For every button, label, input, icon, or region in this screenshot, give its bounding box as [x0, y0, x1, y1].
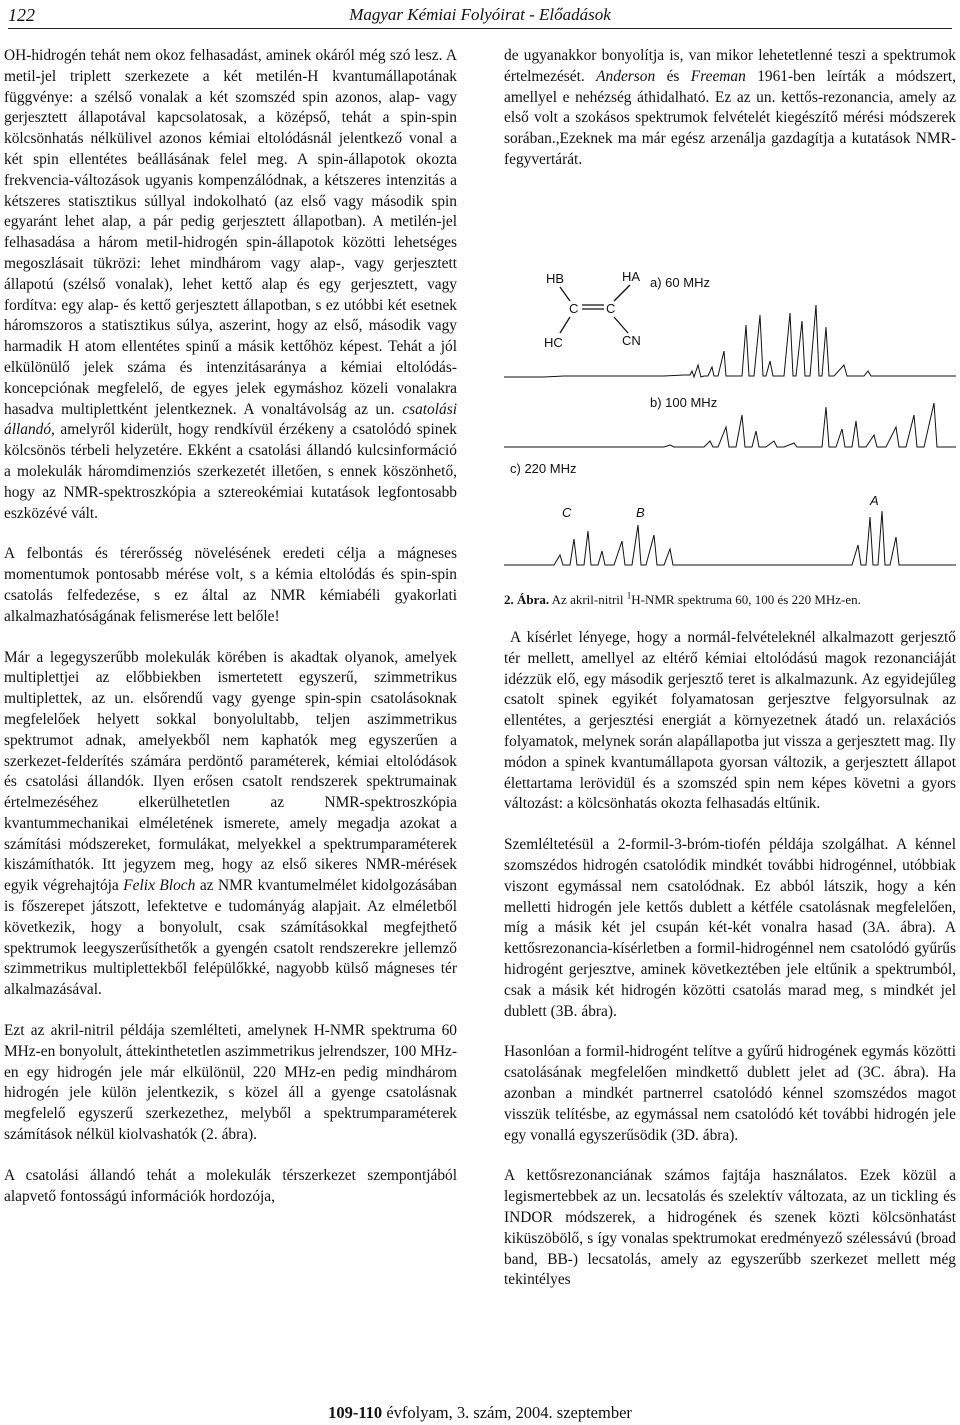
- paragraph: A kísérlet lényege, hogy a normál-felvételeknél alkalmazott gerjesztő tér mellett, amellyel az eltérő kémiai eltolódású magok rezonanciáját idézzük elő, egy második gerjesztő teret is alkalmazunk. Az egyidejűleg csatolt spinek egyikét folyamatosan gerjesztve felgyorsulnak az ellentétes, a gerjesztési energiát a környezetnek átadó un. relaxációs folyamatok, melynek során alapállapotba jut vissza a gerjesztett mag. Ily módon a spinek kvantumállapota gyorsan változik, a gerjesztett állapot élettartama lerövidül és a szomszéd spin nem képes követni a gyors változást: a kölcsönhatás okozta felhasadás eltűnik.: [504, 629, 956, 813]
- volume-number: 109-110: [328, 1403, 383, 1422]
- paragraph: de ugyanakkor bonyolítja is, van mikor lehetetlenné teszi a spektrumok értelmezését. Anderson és Freeman 1961-ben leírták a módszert, amellyel e nehézség áthidalható. Ez az un. kettős-rezonancia, amely az első volt a szokásos spektrumok felvételét kiegészítő mérési módszerek sorában.,Ezeknek ma már egész arzenálja gazdagítja a kutatások NMR-fegyvertárát.: [504, 47, 956, 168]
- page-footer: [0, 1403, 960, 1423]
- left-column: [4, 46, 457, 1227]
- page-header: [8, 4, 952, 29]
- issue-info: évfolyam, 3. szám, 2004. szeptember: [382, 1403, 632, 1422]
- paragraph: OH-hidrogén tehát nem okoz felhasadást, aminek okáról még szó lesz. A metil-jel triplett szerkezete a két metilén-H kvantumállapotának függvénye: a szélső vonalak a két szomszéd spin azonos, alap- vagy gerjesztett állapotával kapcsolatosak, a középső, tehát a spin-spin kölcsönhatás nélkülivel azonos kémiai eltolódásnál jelentkező vonal a két spin ellentétes beállásának felel meg. A spin-állapotok okozta frekvencia-változások ugyanis kompenzálódnak, a kétszeres intenzitás a kétszeres statisztikus súllyal indokolható (az első vagy második spin egyaránt lehet alap, a pár pedig gerjesztett állapotban). A metilén-jel felhasadása a három metil-hidrogén spin-állapotok közötti lehetséges megoszlásait tükrözi: lehet mindhárom vagy alap-, vagy gerjesztett állapotú (szélső vonalak), lehet kettő alap és egy gerjesztett, vagy fordítva: egy alap- és kettő gerjesztett állapotban, s ez utóbbi két esetnek háromszoros a statisztikus súlya, aszerint, hogy az első, második vagy harmadik H atom ellentétes spinű a másik kettőhöz képest. Tehát a jól elkülönülő jelek száma és intenzitásaránya a kémiai eltolódás-koncepciónak megfelelő, de egyes jelek egymáshoz közeli vonalakra hasadva multiplettként jelentkeznek. A vonaltávolság az un. csatolási állandó, amelyről kiderült, hogy rendkívül érzékeny a csatolódó spinek kölcsönös térbeli helyzetére. Ekként a csatolási állandó kulcsinformáció a molekulák háromdimenziós szerkezetét illetően, s ennek köszönhető, hogy az NMR-spektroszkópia a sztereokémiai kutatások legfontosabb eszközévé vált.: [4, 47, 457, 522]
- label-b-100mhz: b) 100 MHz: [650, 395, 718, 410]
- peak-label-b: B: [636, 505, 645, 520]
- right-column-bottom: [504, 628, 956, 1311]
- paragraph: A felbontás és térerősség növelésének eredeti célja a mágneses momentumok pontosabb mérése volt, s a kémia eltolódás és spin-spin csatolás felfedezése, s ez által az NMR kémiabéli gyakorlati alkalmazhatóságának felismerése lett belőle!: [4, 545, 457, 625]
- label-hc: HC: [544, 335, 563, 350]
- paragraph: A kettősrezonanciának számos fajtája használatos. Ezek közül a legismertebbek az un. lecsatolás és szelektív változata, az un tickling és INDOR módszerek, a hidrogének és szenek közti kölcsönhatást kiküszöbölő, s így vonalas spektrumokat eredményező szélessávú (broad band, BB-) lecsatolás, amely az egyszerűbb szerkezet mellett még tekintélyes: [504, 1167, 956, 1289]
- paragraph: Már a legegyszerűbb molekulák körében is akadtak olyanok, amelyek multiplettjei az előbbiekben ismertetett egyszerű, szimmetrikus multiplettek, az un. elsőrendű vagy gyenge spin-spin csatolásoknak megfelelőek helyett sokkal bonyolultabb, teljen aszimmetrikus spektrumot adnak, amelyekből nem kaphatók meg egyszerűen a szerkezet-felderítés számára perdöntő paraméterek, kémiai eltolódások és csatolási állandók. Ilyen erősen csatolt rendszerek spektrumainak értelmezéséhez elkerülhetetlen az NMR-spektroszkópia kvantummechanikai elméletének ismerete, amely megadja azokat a számítási módszereket, formulákat, melyekkel a spektrumparaméterek kiszámíthatók. Itt jegyzem meg, hogy az első sikeres NMR-mérések egyik végrehajtója Felix Bloch az NMR kvantumelmélet kidolgozásában is főszerepet játszott, lefektetve e tudományág alapjait. Az elméletből következik, hogy a bonyolult, csak számításokkal megfejthető spektrumok leegyszerűsíthetők a gyengén csatolt rendszerekre jellemző szimmetrikus multiplettekből felépülőkké, nagyobb külső mágneses tér alkalmazásával.: [4, 648, 457, 999]
- figure-caption: 2. Ábra. Az akril-nitril $^1$H-NMR spektruma 60, 100 és 220 MHz-en.: [504, 590, 861, 607]
- page-number: 122: [8, 5, 35, 25]
- peak-label-a: A: [870, 493, 879, 508]
- label-ha: HA: [622, 269, 641, 284]
- journal-title: Magyar Kémiai Folyóirat - Előadások: [349, 5, 611, 24]
- label-c-220mhz: c) 220 MHz: [510, 461, 577, 476]
- nmr-spectrum-figure: [504, 255, 956, 590]
- right-column-top: [504, 46, 956, 191]
- peak-label-c: C: [562, 505, 572, 520]
- paragraph: Ezt az akril-nitril példája szemlélteti, amelynek H-NMR spektruma 60 MHz-en bonyolult, áttekinthetetlen aszimmetrikus jelrendszer, 100 MHz-en egy hidrogén jele már elkülönül, 220 MHz-en pedig mindhárom hidrogén jele külön jelentkezik, s közel áll a gyenge csatolásnak megfelelő egyszerű szerkezethez, melyből a spektrumparaméterek számítások nélkül kiolvashatók (2. ábra).: [4, 1022, 457, 1144]
- label-a-60mhz: a) 60 MHz: [650, 275, 710, 290]
- label-hb: HB: [546, 271, 565, 286]
- spectrum-trace-100mhz: [504, 403, 956, 447]
- paragraph: Hasonlóan a formil-hidrogént telítve a gyűrű hidrogének egymás közötti csatolásának megfelelően mindkettő dublett jelet ad (3C. ábra). Ha azonban a mindkét partnerrel csatolódó kénnel szomszédos magot visszük telítésbe, az egymással nem csatolódó két további hidrogén jele egy vonallá egyszerűsödik (3D. ábra).: [504, 1043, 956, 1144]
- spectrum-trace-220mhz: [504, 511, 956, 565]
- paragraph: Szemléltetésül a 2-formil-3-bróm-tiofén példája szolgálhat. A kénnel szomszédos hidrogén csatolódik mindkét további hidrogénnel, utóbbiak viszont egymással nem csatolódnak. Ez abból látszik, hogy a kén melletti hidrogén jele kettős dublett a kétféle csatolásnak megfelelően, míg a másik két jel csupán két-két vonalra hasad (3A. ábra). A kettősrezonancia-kísérletben a formil-hidrogénnel nem csatolódó gyűrűs hidrogént gerjesztve, aminek következtében jele eltűnik a spektrumból, csak a másik két hidrogén közötti csatolás marad meg, s mindkét jel dublett (3B. ábra).: [504, 836, 956, 1020]
- label-c1: C: [569, 301, 579, 316]
- label-cn: CN: [622, 333, 641, 348]
- label-c2: C: [606, 301, 616, 316]
- paragraph: A csatolási állandó tehát a molekulák térszerkezet szempontjából alapvető fontosságú információk hordozója,: [4, 1166, 457, 1205]
